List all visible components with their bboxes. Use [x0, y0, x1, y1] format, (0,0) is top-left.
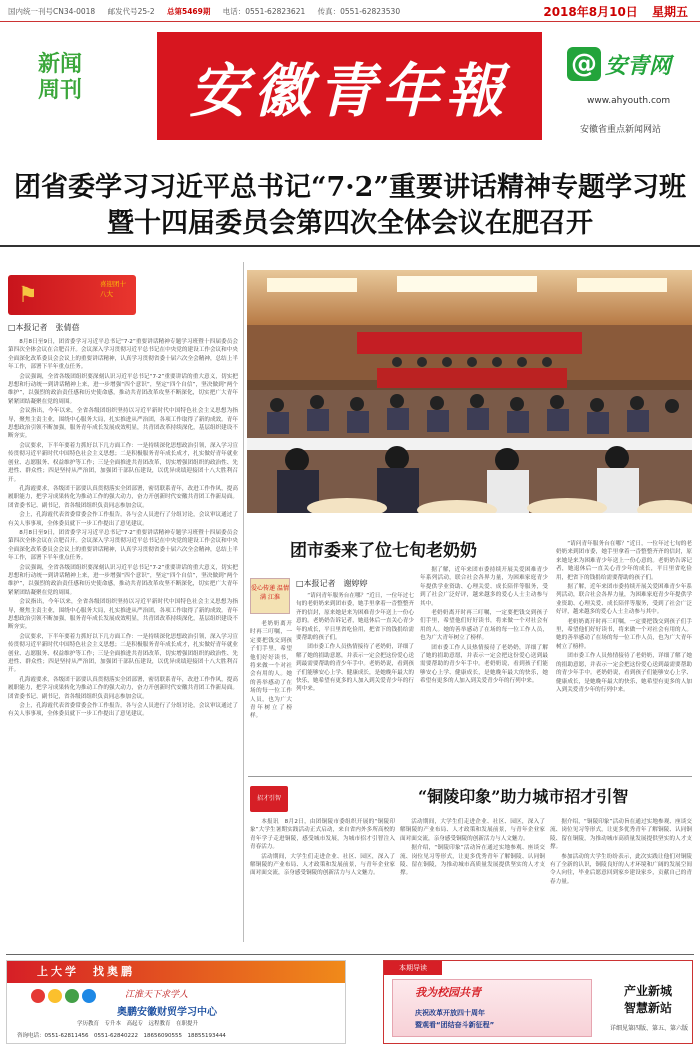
lead-story-body	[8, 338, 238, 938]
logo-dot-icon	[31, 989, 45, 1003]
tongling-paragraph: 参加活动的大学生纷纷表示，此次实践让他们对铜陵有了全新的认识，铜陵良好的人才环境和广阔的发展空间令人向往，毕业后愿意回到家乡建设家乡，贡献自己的青春力量。	[550, 853, 692, 885]
side-title-line2: 智慧新站	[623, 1001, 672, 1015]
total-issue: 总第5469期	[167, 7, 211, 16]
side-title-line1: 产业新城	[623, 984, 672, 998]
tongling-story-col1	[250, 818, 395, 948]
league-congress-badge	[8, 275, 136, 315]
publication-info	[8, 6, 410, 17]
grandma-paragraph: 老奶奶离开时再三叮嘱，一定要把钱交到孩子们手里，希望他们好好读书，将来做一个对社会有用的人。她的善举感动了在场的每一位工作人员，也为广大青年树立了榜样。	[556, 618, 692, 650]
grandma-story-col0	[250, 620, 292, 770]
lead-headline[interactable]	[0, 170, 700, 242]
grandma-paragraph: “请问青年服务台在哪？”近日，一位年过七旬的老奶奶来到团市委，她手里拿着一沓整整齐齐的信封，原来她是来为困难青少年送上一份心意的。老奶奶告诉记者，她退休后一直关心青少年的成长，平日里省吃俭用，把省下的钱捐给需要帮助的孩子们。	[556, 541, 692, 581]
issue-preview-box[interactable]	[383, 960, 693, 1044]
site-logo[interactable]	[567, 44, 692, 84]
grandma-paragraph: 团市委工作人员热情接待了老奶奶，详细了解了她的捐助意愿，并表示一定会把这份爱心送到最需要帮助的青少年手中。老奶奶说，看到孩子们能够安心上学、健康成长，是她晚年最大的快乐，她希望有更多的人加入到关爱青少年的行列中来。	[556, 653, 692, 693]
lead-paragraph: 会上，孔海霞代表省委常委会作工作报告，各与会人员进行了分组讨论，会议审议通过了有关人事事项，全体委员就下一步工作提出了意见建议。	[8, 512, 238, 527]
logo-dot-icon	[82, 989, 96, 1003]
edition-label	[38, 52, 108, 104]
grandma-story-col1	[296, 592, 414, 772]
preview-tag: 本期导读	[384, 961, 442, 975]
lead-paragraph: 会议指出，今年以来，全省各级团组织坚持以习近平新时代中国特色社会主义思想为指导，聚焦主责主业，围绕中心服务大局，扎实推进从严治团，各项工作取得了新的成效。青年思想政治引领不断加强，服务青年成长发展成效明显，共青团改革持续深化，基层组织建设不断夯实。	[8, 599, 238, 631]
grandma-paragraph: 据了解，近年来团市委持续开展关爱困难青少年系列活动，联合社会各界力量，为困难家庭青少年提供学业资助、心理关爱、成长陪伴等服务，受到了社会广泛好评，越来越多的爱心人士主动参与其中。	[420, 567, 548, 607]
lead-byline: □本报记者 张倩蓓	[8, 323, 80, 332]
ad-center-name: 奥鹏安徽财贸学习中心	[117, 1007, 217, 1018]
at-sign-icon: @	[567, 47, 601, 81]
tongling-story-title[interactable]: “铜陵印象”助力城市招才引智	[418, 787, 629, 806]
ad-logo	[31, 989, 97, 1011]
site-url[interactable]: www.ahyouth.com	[587, 96, 671, 106]
site-logo-text: 安青网	[605, 52, 672, 79]
meeting-photo[interactable]	[247, 270, 692, 513]
bottom-divider	[6, 954, 694, 955]
grandma-paragraph: 团市委工作人员热情接待了老奶奶，详细了解了她的捐助意愿，并表示一定会把这份爱心送到最需要帮助的青少年手中。老奶奶说，看到孩子们能够安心上学、健康成长，是她晚年最大的快乐，她希望有更多的人加入到关爱青少年的行列中来。	[420, 644, 548, 685]
logo-dot-icon	[65, 989, 79, 1003]
lead-paragraph: 8月8日至9日，团省委学习习近平总书记“7·2”重要讲话精神专题学习班暨十四届委员会第四次全体会议在合肥召开。会议深入学习贯彻习近平总书记在中央党的建设工作会议和中央全面深化改革委员会会议上的重要讲话精神，认真学习贯彻省委十届六次全会精神，总结上半年工作，部署下半年重点任务。	[8, 529, 238, 562]
lead-paragraph: 会议要求，下半年要着力抓好以下几方面工作：一是持续深化思想政治引领，深入学习宣传贯彻习近平新时代中国特色社会主义思想；二是积极服务青年成长成才，扎实做好青年就业创业、志愿服务、权益维护等工作；三是全面推进共青团改革，切实增强团组织的政治性、先进性、群众性；四是坚持从严治团，加强团干部队伍建设，以优异成绩迎接团十八大胜利召开。	[8, 442, 238, 483]
column-divider	[243, 262, 244, 942]
grandma-paragraph: 老奶奶离开时再三叮嘱，一定要把钱交到孩子们手里，希望他们好好读书，将来做一个对社会有用的人。她的善举感动了在场的每一位工作人员，也为广大青年树立了榜样。	[420, 610, 548, 642]
preview-side-title[interactable]	[606, 983, 690, 1017]
preview-page-ref: 详细见第四版、第五、第六版	[609, 1025, 688, 1032]
grandma-paragraph: 团市委工作人员热情接待了老奶奶，详细了解了她的捐助意愿，并表示一定会把这份爱心送到最需要帮助的青少年手中。老奶奶说，看到孩子们能够安心上学、健康成长，是她晚年最大的快乐，她希望有更多的人加入到关爱青少年的行列中来。	[296, 644, 414, 693]
grandma-story-title[interactable]: 团市委来了位七旬老奶奶	[290, 541, 477, 561]
lead-paragraph: 孔海霞要求，各级团干部要认真贯彻落实全团部署，密切联系青年，改进工作作风，提高履职能力，把学习成果转化为推动工作的强大动力，奋力开创新时代安徽共青团工作新局面。团省委书记、副书记，省各级团组织负责同志参加会议。	[8, 676, 238, 700]
badge-text: 喜迎团十八大	[100, 280, 126, 298]
issue-date	[533, 3, 688, 20]
ad-slogan: 江淮天下求学人	[125, 990, 189, 1000]
grandma-story-col2	[420, 566, 548, 774]
grandma-paragraph: 据了解，近年来团市委持续开展关爱困难青少年系列活动，联合社会各界力量，为困难家庭青少年提供学业资助、心理关爱、成长陪伴等服务，受到了社会广泛好评，越来越多的爱心人士主动参与其中。	[556, 584, 692, 616]
grandma-story-badge: 爱心传递 温情满 江淮	[250, 578, 290, 614]
edition-label-line2: 周刊	[38, 78, 83, 103]
publication-number: 国内统一刊号CN34-0018	[8, 7, 96, 16]
edition-label-line1: 新闻	[38, 52, 83, 77]
lead-paragraph: 会议强调，全省各级团组织要深刻认识习近平总书记“7·2”重要讲话的重大意义，切实把思想和行动统一到讲话精神上来，进一步增强“四个意识”，坚定“四个自信”，坚决做到“两个维护”，以强烈的政治责任感和历史使命感，推动共青团改革攻坚不断深化，切实把广大青年紧紧团结凝聚在党的周围。	[8, 373, 238, 405]
logo-dot-icon	[48, 989, 62, 1003]
tongling-paragraph: 本报讯 8月2日，由团铜陵市委组织开展的“铜陵印象”大学生暑期实践活动正式启动，来自省内外多所高校的青年学子走进铜陵，感受城市发展，为城市招才引智注入青春活力。	[250, 819, 395, 851]
date-text: 2018年8月10日	[543, 5, 638, 19]
meeting-photo-illustration	[247, 270, 692, 513]
tongling-paragraph: 据介绍，“铜陵印象”活动旨在通过实地参观、座谈交流、岗位见习等形式，让更多优秀青年了解铜陵、认同铜陵、留在铜陵，为推动城市高质量发展提供坚实的人才支撑。	[550, 819, 692, 851]
tongling-story-col3	[550, 818, 692, 948]
lead-paragraph: 会议指出，今年以来，全省各级团组织坚持以习近平新时代中国特色社会主义思想为指导，聚焦主责主业，围绕中心服务大局，扎实推进从严治团，各项工作取得了新的成效。青年思想政治引领不断加强，服务青年成长发展成效明显，共青团改革持续深化，基层组织建设不断夯实。	[8, 408, 238, 440]
promo-title: 我为校园共青	[415, 986, 481, 999]
tongling-paragraph: 活动期间，大学生们走进企业、社区、园区，深入了解铜陵的产业布局、人才政策和发展前景，与青年企业家面对面交流，亲身感受铜陵的创新活力与人文魅力。	[250, 853, 395, 877]
education-ad[interactable]	[6, 960, 346, 1044]
top-info-bar	[0, 0, 700, 22]
ad-phones: 咨询电话：0551-62811456 0551-62840222 18656090555 18855193444	[17, 1033, 226, 1039]
promo-line: 庆祝改革开放四十周年	[415, 1009, 485, 1017]
site-subtitle: 安徽省重点新闻网站	[580, 125, 662, 135]
campus-promo[interactable]	[392, 979, 592, 1037]
ad-banner: 上大学 找奥鹏	[7, 961, 345, 983]
lead-paragraph: 孔海霞要求，各级团干部要认真贯彻落实全团部署，密切联系青年，改进工作作风，提高履职能力，把学习成果转化为推动工作的强大动力，奋力开创新时代安徽共青团工作新局面。团省委书记、副书记，省各级团组织负责同志参加会议。	[8, 485, 238, 509]
lead-headline-line1: 团省委学习习近平总书记“7·2”重要讲话精神专题学习班	[13, 172, 687, 203]
postal-code: 邮发代号25-2	[107, 7, 155, 16]
news-hotline: 电话：0551-62823621	[222, 7, 306, 16]
lead-headline-line2: 暨十四届委员会第四次全体会议在肥召开	[107, 208, 593, 239]
lead-paragraph: 会上，孔海霞代表省委常委会作工作报告，各与会人员进行了分组讨论，会议审议通过了有关人事事项，全体委员就下一步工作提出了意见建议。	[8, 703, 238, 718]
promo-line: 暨观看“团结奋斗新征程”	[415, 1021, 495, 1029]
tongling-story-badge: 招才引智	[250, 786, 288, 812]
lead-paragraph: 会议要求，下半年要着力抓好以下几方面工作：一是持续深化思想政治引领，深入学习宣传贯彻习近平新时代中国特色社会主义思想；二是积极服务青年成长成才，扎实做好青年就业创业、志愿服务、权益维护等工作；三是全面推进共青团改革，切实增强团组织的政治性、先进性、群众性；四是坚持从严治团，加强团干部队伍建设，以优异成绩迎接团十八大胜利召开。	[8, 633, 238, 674]
grandma-paragraph: 老奶奶离开时再三叮嘱，一定要把钱交到孩子们手里，希望他们好好读书，将来做一个对社会有用的人。她的善举感动了在场的每一位工作人员，也为广大青年树立了榜样。	[250, 621, 292, 720]
headline-divider	[0, 245, 700, 247]
lead-paragraph: 8月8日至9日，团省委学习习近平总书记“7·2”重要讲话精神专题学习班暨十四届委员会第四次全体会议在合肥召开。会议深入学习贯彻习近平总书记在中央党的建设工作会议和中央全面深化改革委员会会议上的重要讲话精神，认真学习贯彻省委十届六次全会精神，总结上半年工作，部署下半年重点任务。	[8, 339, 238, 371]
tongling-paragraph: 活动期间，大学生们走进企业、社区、园区，深入了解铜陵的产业布局、人才政策和发展前景，与青年企业家面对面交流，亲身感受铜陵的创新活力与人文魅力。	[400, 819, 545, 842]
lead-paragraph: 会议强调，全省各级团组织要深刻认识习近平总书记“7·2”重要讲话的重大意义，切实把思想和行动统一到讲话精神上来，进一步增强“四个意识”，坚定“四个自信”，坚决做到“两个维护”，以强烈的政治责任感和历史使命感，推动共青团改革攻坚不断深化，切实把广大青年紧紧团结凝聚在党的周围。	[8, 564, 238, 596]
newspaper-masthead	[157, 32, 542, 140]
tongling-story-col2	[400, 818, 545, 948]
grandma-byline: □本报记者 谢婷婷	[296, 579, 368, 588]
ad-services: 学历教育 专升本 高起专 远程教育 在职提升	[77, 1021, 199, 1027]
newspaper-name: 安徽青年報	[189, 57, 510, 125]
grandma-paragraph: “请问青年服务台在哪？”近日，一位年过七旬的老奶奶来到团市委，她手里拿着一沓整整齐齐的信封，原来她是来为困难青少年送上一份心意的。老奶奶告诉记者，她退休后一直关心青少年的成长，平日里省吃俭用，把省下的钱捐给需要帮助的孩子们。	[296, 593, 414, 642]
weekday-text: 星期五	[651, 5, 688, 19]
fax-number: 传真：0551-62823530	[317, 7, 401, 16]
tongling-paragraph: 据介绍，“铜陵印象”活动旨在通过实地参观、座谈交流、岗位见习等形式，让更多优秀青年了解铜陵、认同铜陵、留在铜陵，为推动城市高质量发展提供坚实的人才支撑。	[400, 845, 545, 877]
section-divider	[248, 776, 692, 777]
grandma-story-col3	[556, 540, 692, 774]
flag-icon: ⚑	[18, 283, 38, 308]
